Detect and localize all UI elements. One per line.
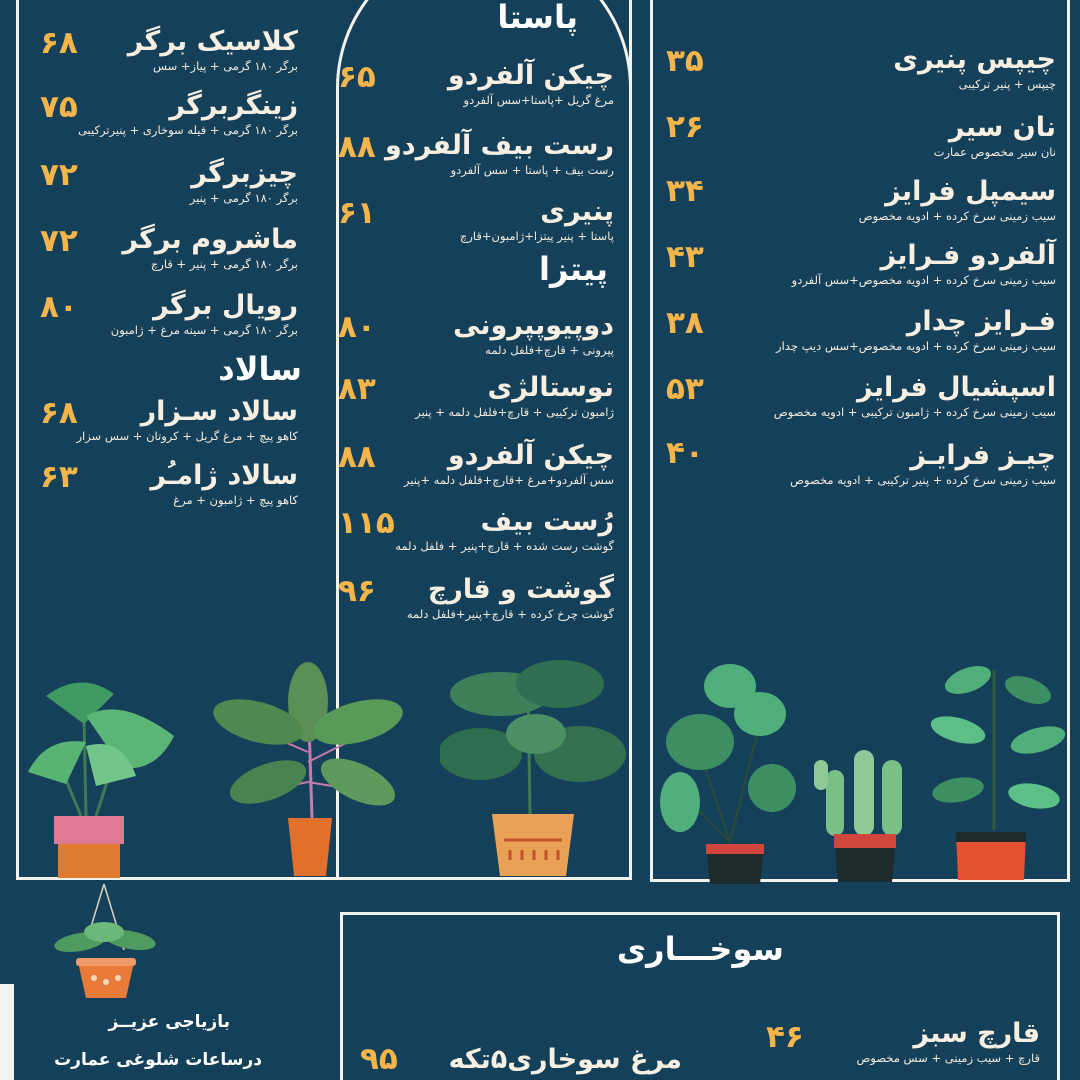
item-price: ۶۱ xyxy=(338,195,376,231)
item-name: ماشروم برگر xyxy=(122,224,298,255)
menu-item xyxy=(190,158,298,206)
menu-item xyxy=(776,306,1056,354)
item-price: ۹۶ xyxy=(338,573,376,609)
side-strip xyxy=(0,984,14,1080)
item-desc: مرغ گریل +پاستا+سس آلفردو xyxy=(463,93,614,107)
menu-item xyxy=(395,506,614,554)
item-price: ۱۱۵ xyxy=(338,505,395,541)
item-desc: برگر ۱۸۰ گرمی + فیله سوخاری + پنیرترکیبی xyxy=(77,123,298,137)
item-name: گوشت و قارچ xyxy=(427,574,614,605)
item-price: ۷۲ xyxy=(40,157,78,193)
item-name: دوپیوپپرونی xyxy=(453,310,614,341)
item-desc: سیب زمینی سرخ کرده + ژامبون ترکیبی + ادویه مخصوص xyxy=(773,405,1056,419)
item-desc: سیب زمینی سرخ کرده + ادویه مخصوص xyxy=(858,209,1056,223)
section-title-pizza: پیتزا xyxy=(538,250,608,288)
menu-item xyxy=(774,372,1056,420)
item-name: چیکن آلفردو xyxy=(447,440,614,471)
item-desc: سیب زمینی سرخ کرده + ادویه مخصوص+سس دیپ چدار xyxy=(776,339,1056,353)
menu-item xyxy=(78,90,298,138)
item-desc: کاهو پیچ + مرغ گریل + کروتان + سس سزار xyxy=(76,429,298,443)
item-desc: کاهو پیچ + ژامبون + مرغ xyxy=(173,493,298,507)
item-name: رست بیف آلفردو xyxy=(384,130,614,161)
item-desc: برگر ۱۸۰ گرمی + سینه مرغ + ژامبون xyxy=(110,323,298,337)
menu-item xyxy=(790,440,1056,488)
menu-item xyxy=(934,112,1056,160)
item-desc: برگر ۱۸۰ گرمی + پنیر xyxy=(189,191,298,205)
item-desc: چیپس + پنیر ترکیبی xyxy=(958,77,1056,91)
item-desc: سس آلفردو+مرغ +قارچ+فلفل دلمه +پنیر xyxy=(403,473,614,487)
menu-item xyxy=(150,460,298,508)
item-name: رُست بیف xyxy=(480,506,614,537)
item-name: زینگربرگر xyxy=(169,90,298,121)
item-price: ۳۵ xyxy=(666,43,704,79)
item-name: نان سیر xyxy=(948,112,1056,143)
item-price: ۲۶ xyxy=(666,109,704,145)
menu-item xyxy=(385,130,614,178)
item-price: ۶۸ xyxy=(40,395,78,431)
menu-item xyxy=(128,26,298,74)
section-title-fried: سوخـــاری xyxy=(616,930,784,968)
item-price: ۴۶ xyxy=(766,1019,804,1055)
item-name: اسپشیال فرایز xyxy=(857,372,1056,403)
item-price: ۴۳ xyxy=(666,239,704,275)
item-price: ۳۸ xyxy=(666,305,704,341)
item-name: فـرایز چدار xyxy=(906,306,1056,337)
item-price: ۸۰ xyxy=(40,289,78,325)
item-name: رویال برگر xyxy=(153,290,298,321)
menu-item xyxy=(856,1018,1040,1066)
item-name: سالاد سـزار xyxy=(140,396,298,427)
item-desc: رست بیف + پاستا + سس آلفردو xyxy=(450,163,614,177)
item-desc: پپرونی + قارچ+فلفل دلمه xyxy=(485,343,614,357)
note-line-1: بازیاجی عزیــز xyxy=(108,1012,230,1032)
hanging-plant-icon xyxy=(50,884,160,1004)
menu-item xyxy=(407,574,614,622)
item-desc: سیب زمینی سرخ کرده + پنیر ترکیبی + ادویه مخصوص xyxy=(790,473,1056,487)
menu-item xyxy=(76,396,298,444)
note-line-2: درساعات شلوغی عمارت xyxy=(54,1050,262,1070)
item-name: چیکن آلفردو xyxy=(447,60,614,91)
item-desc: سیب زمینی سرخ کرده + ادویه مخصوص+سس آلفردو xyxy=(791,273,1056,287)
section-title-salad: سالاد xyxy=(218,350,302,388)
item-desc: قارچ + سیب زمینی + سس مخصوص xyxy=(856,1051,1040,1065)
item-name: قارچ سبز xyxy=(913,1018,1040,1049)
item-name: سیمپل فرایز xyxy=(885,176,1056,207)
item-name: چیـز فرایـز xyxy=(910,440,1056,471)
item-price: ۴۰ xyxy=(666,435,704,471)
section-title-pasta: پاستا xyxy=(497,0,578,36)
ginkgo-plant-icon xyxy=(26,676,176,880)
cactus-plant-icon xyxy=(812,740,922,884)
item-price: ۷۵ xyxy=(40,89,78,125)
item-price: ۸۸ xyxy=(338,439,376,475)
item-price: ۶۸ xyxy=(40,25,78,61)
menu-item xyxy=(893,44,1056,92)
monstera-plant-icon xyxy=(440,644,630,880)
item-name: آلفردو فـرایز xyxy=(880,240,1056,271)
item-desc: پاستا + پنیر پیتزا+ژامبون+قارچ xyxy=(459,229,614,243)
item-name: پنیری xyxy=(540,196,614,227)
item-price: ۶۳ xyxy=(40,459,78,495)
item-name: مرغ سوخاری۵تکه xyxy=(448,1044,682,1075)
item-name: چیزبرگر xyxy=(191,158,298,189)
item-desc: گوشت رست شده + قارچ+پنیر + فلفل دلمه xyxy=(395,539,614,553)
menu-item xyxy=(122,224,298,272)
item-desc: گوشت چرخ کرده + قارچ+پنیر+فلفل دلمه xyxy=(406,607,614,621)
item-price: ۹۵ xyxy=(360,1041,398,1077)
menu-item xyxy=(792,240,1056,288)
menu-item xyxy=(404,440,614,488)
item-desc: ژامبون ترکیبی + قارچ+فلفل دلمه + پنیر xyxy=(415,405,614,419)
item-price: ۵۳ xyxy=(666,371,704,407)
menu-item xyxy=(111,290,298,338)
item-desc: نان سیر مخصوص عمارت xyxy=(933,145,1056,159)
item-name: سالاد ژامـُر xyxy=(150,460,298,491)
swiss-cheese-plant-icon xyxy=(660,662,800,886)
item-name: کلاسیک برگر xyxy=(127,26,298,57)
menu-item xyxy=(460,196,614,244)
menu-item xyxy=(448,60,614,108)
item-desc: برگر ۱۸۰ گرمی + پنیر + قارچ xyxy=(150,257,298,271)
item-price: ۸۸ xyxy=(338,129,376,165)
item-desc: برگر ۱۸۰ گرمی + پیاز+ سس xyxy=(152,59,298,73)
item-price: ۶۵ xyxy=(338,59,376,95)
item-name: چیپس پنیری xyxy=(893,44,1056,75)
item-name: نوستالژی xyxy=(487,372,614,403)
menu-item xyxy=(415,372,614,420)
menu-item xyxy=(453,310,614,358)
prayer-plant-icon xyxy=(208,662,408,882)
item-price: ۳۴ xyxy=(666,173,704,209)
item-price: ۸۳ xyxy=(338,371,376,407)
item-price: ۷۲ xyxy=(40,223,78,259)
menu-item xyxy=(859,176,1056,224)
rubber-plant-icon xyxy=(928,660,1072,882)
menu-item xyxy=(449,1044,682,1076)
item-price: ۸۰ xyxy=(338,309,376,345)
